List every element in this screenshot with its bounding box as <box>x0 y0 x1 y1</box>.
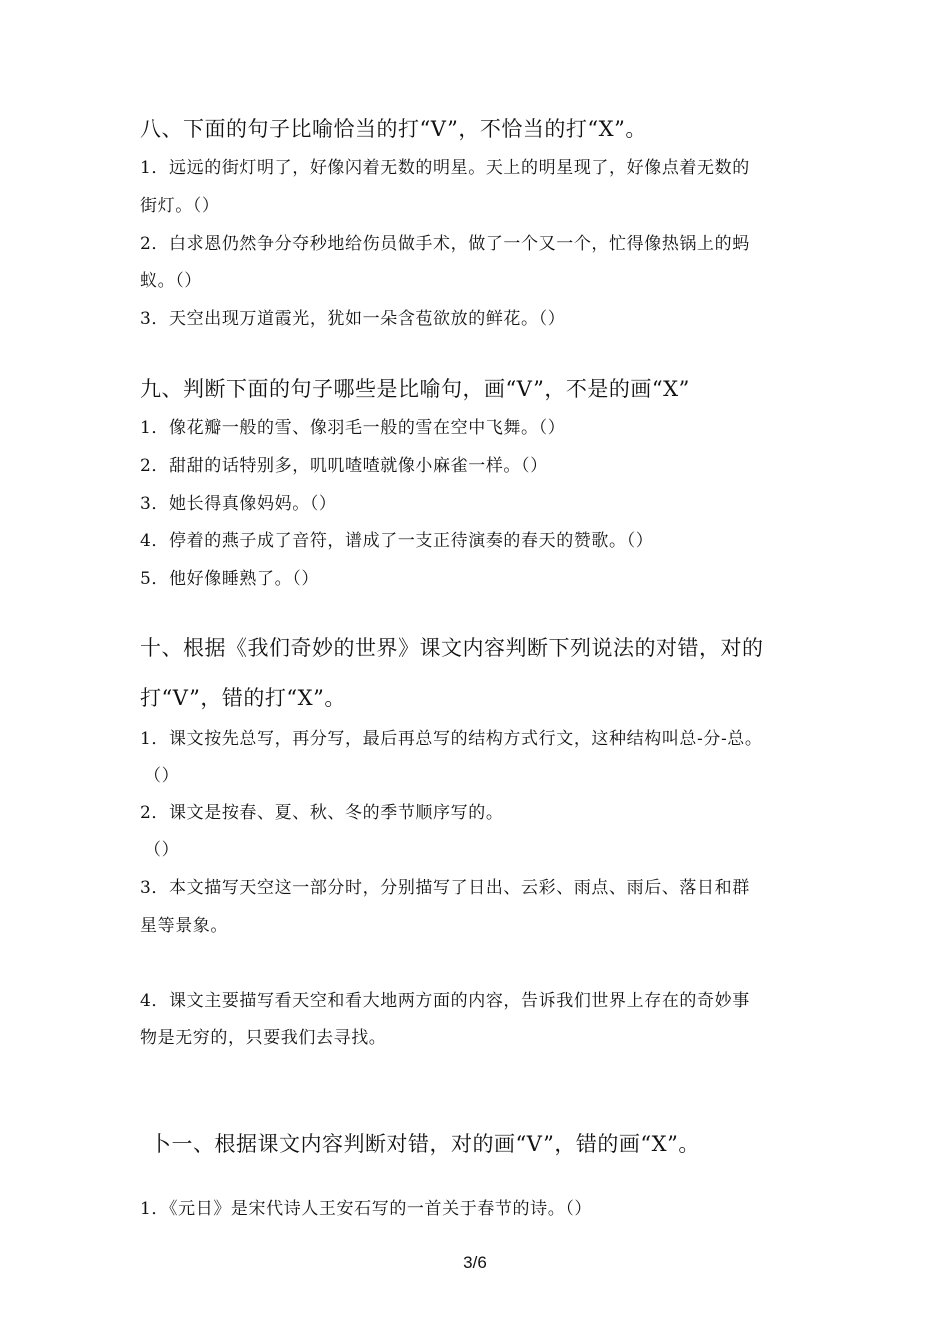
section-8-item-2-line-1: 2．白求恩仍然争分夺秒地给伤员做手术，做了一个又一个，忙得像热锅上的蚂 <box>140 234 750 254</box>
section-9-item-2: 2．甜甜的话特别多，叽叽喳喳就像小麻雀一样。（） <box>140 456 548 476</box>
section-10-item-3-line-1: 3．本文描写天空这一部分时，分别描写了日出、云彩、雨点、雨后、落日和群 <box>140 878 750 898</box>
section-8-item-1-line-1: 1．远远的街灯明了，好像闪着无数的明星。天上的明星现了，好像点着无数的 <box>140 158 750 178</box>
section-10-item-4-line-2: 物是无穷的，只要我们去寻找。 <box>140 1028 387 1048</box>
section-10-heading-line-2: 打“V”，错的打“X”。 <box>140 686 346 710</box>
section-9-item-4: 4．停着的燕子成了音符，谱成了一支正待演奏的春天的赞歌。（） <box>140 531 654 551</box>
section-8-heading: 八、下面的句子比喻恰当的打“V”，不恰当的打“X”。 <box>140 117 647 141</box>
section-8-item-1-line-2: 街灯。（） <box>140 196 220 216</box>
section-11-item-1: 1．《元日》是宋代诗人王安石写的一首关于春节的诗。（） <box>140 1199 593 1219</box>
section-9-heading: 九、判断下面的句子哪些是比喻句，画“V”，不是的画“X” <box>140 377 690 401</box>
section-9-item-1: 1．像花瓣一般的雪、像羽毛一般的雪在空中飞舞。（） <box>140 418 566 438</box>
section-10-item-1-line-1: 1．课文按先总写，再分写，最后再总写的结构方式行文，这种结构叫总-分-总。 <box>140 729 763 749</box>
section-11-heading: 卜一、根据课文内容判断对错，对的画“V”，错的画“X”。 <box>150 1132 700 1156</box>
section-10-item-1-line-2: （） <box>144 766 180 786</box>
section-8-item-3: 3．天空出现万道霞光，犹如一朵含苞欲放的鲜花。（） <box>140 309 566 329</box>
section-8-item-2-line-2: 蚁。（） <box>140 271 202 291</box>
page-number: 3/6 <box>463 1253 487 1272</box>
section-10-heading-line-1: 十、根据《我们奇妙的世界》课文内容判断下列说法的对错，对的 <box>140 636 764 660</box>
section-10-item-2-line-2: （） <box>144 840 180 860</box>
section-9-item-5: 5．他好像睡熟了。（） <box>140 569 319 589</box>
section-10-item-3-line-2: 星等景象。 <box>140 916 228 936</box>
section-10-item-4-line-1: 4．课文主要描写看天空和看大地两方面的内容，告诉我们世界上存在的奇妙事 <box>140 991 750 1011</box>
section-9-item-3: 3．她长得真像妈妈。（） <box>140 494 337 514</box>
section-10-item-2-line-1: 2．课文是按春、夏、秋、冬的季节顺序写的。 <box>140 803 504 823</box>
